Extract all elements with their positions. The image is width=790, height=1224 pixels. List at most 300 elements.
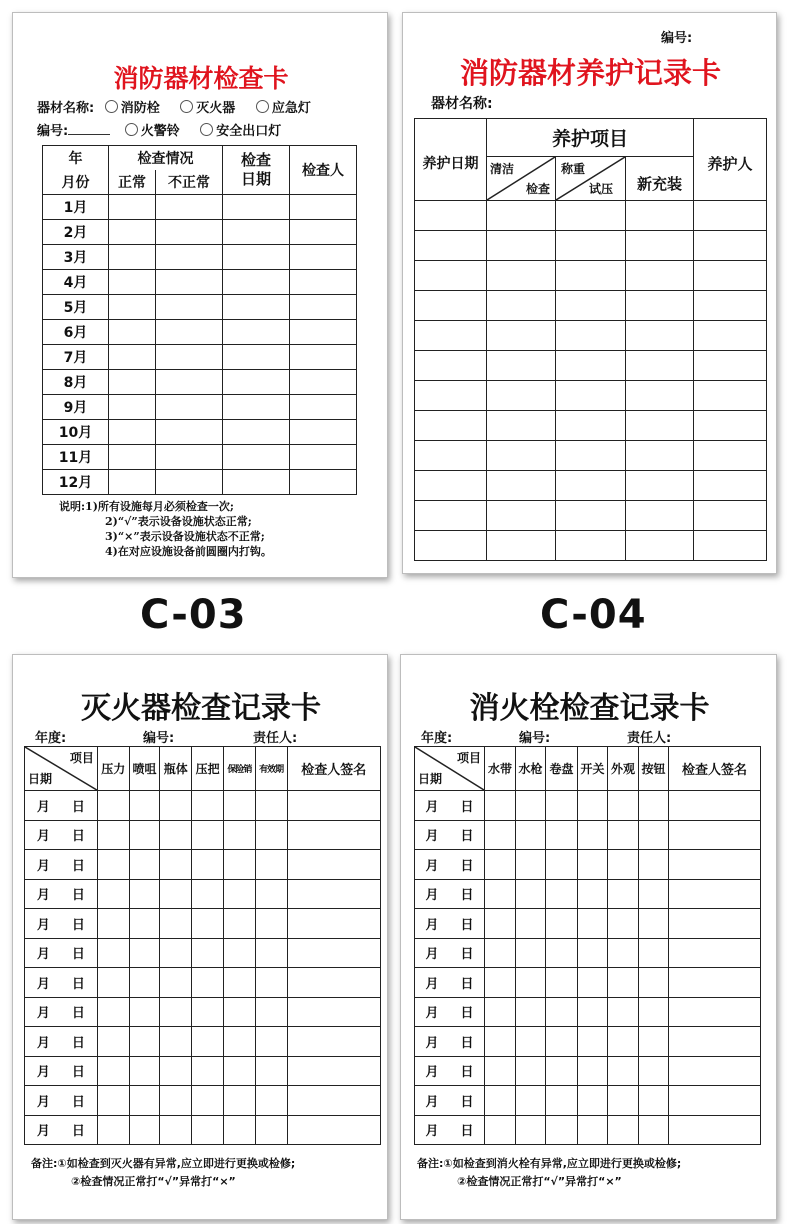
ext-date-cell[interactable] (25, 968, 98, 998)
hyd-entry-cell[interactable] (639, 938, 669, 968)
hyd-entry-cell[interactable] (485, 1027, 516, 1057)
ext-entry-cell[interactable] (255, 791, 287, 821)
ext-entry-cell[interactable] (160, 850, 192, 880)
c04-entry-cell[interactable] (487, 501, 556, 531)
c03-entry-cell[interactable] (109, 270, 156, 295)
hyd-entry-cell[interactable] (608, 1056, 639, 1086)
c04-entry-cell[interactable] (556, 351, 626, 381)
ext-entry-cell[interactable] (255, 1056, 287, 1086)
hyd-entry-cell[interactable] (639, 879, 669, 909)
ext-date-cell[interactable] (25, 938, 98, 968)
c03-number-blank[interactable] (68, 134, 110, 135)
hyd-entry-cell[interactable] (546, 1027, 578, 1057)
c03-entry-cell[interactable] (290, 420, 357, 445)
c04-entry-cell[interactable] (415, 441, 487, 471)
ext-entry-cell[interactable] (97, 879, 129, 909)
ext-date-cell[interactable] (25, 820, 98, 850)
c03-entry-cell[interactable] (156, 345, 223, 370)
hyd-entry-cell[interactable] (608, 879, 639, 909)
hyd-entry-cell[interactable] (546, 938, 578, 968)
hyd-entry-cell[interactable] (608, 820, 639, 850)
hyd-entry-cell[interactable] (516, 968, 546, 998)
hyd-entry-cell[interactable] (669, 820, 761, 850)
ext-entry-cell[interactable] (255, 1115, 287, 1145)
c04-entry-cell[interactable] (487, 261, 556, 291)
c03-entry-cell[interactable] (290, 470, 357, 495)
c04-entry-cell[interactable] (626, 321, 694, 351)
hyd-entry-cell[interactable] (578, 968, 608, 998)
c03-entry-cell[interactable] (109, 395, 156, 420)
ext-entry-cell[interactable] (287, 909, 380, 939)
hyd-entry-cell[interactable] (669, 791, 761, 821)
c04-entry-cell[interactable] (487, 231, 556, 261)
c04-entry-cell[interactable] (694, 531, 767, 561)
hyd-entry-cell[interactable] (516, 820, 546, 850)
c03-entry-cell[interactable] (109, 195, 156, 220)
hyd-entry-cell[interactable] (669, 1086, 761, 1116)
c04-entry-cell[interactable] (487, 201, 556, 231)
ext-entry-cell[interactable] (255, 938, 287, 968)
c03-entry-cell[interactable] (109, 320, 156, 345)
c03-entry-cell[interactable] (109, 445, 156, 470)
hyd-entry-cell[interactable] (639, 909, 669, 939)
hyd-date-cell[interactable] (415, 938, 485, 968)
c04-entry-cell[interactable] (694, 381, 767, 411)
hyd-entry-cell[interactable] (485, 997, 516, 1027)
c03-entry-cell[interactable] (156, 420, 223, 445)
ext-entry-cell[interactable] (192, 938, 224, 968)
c03-entry-cell[interactable] (156, 320, 223, 345)
hyd-entry-cell[interactable] (546, 1086, 578, 1116)
c03-entry-cell[interactable] (223, 420, 290, 445)
c03-option-circle-icon[interactable] (200, 123, 213, 136)
hyd-entry-cell[interactable] (516, 791, 546, 821)
hyd-entry-cell[interactable] (485, 820, 516, 850)
ext-entry-cell[interactable] (223, 879, 255, 909)
c03-entry-cell[interactable] (223, 270, 290, 295)
c03-entry-cell[interactable] (156, 270, 223, 295)
c03-entry-cell[interactable] (223, 345, 290, 370)
ext-entry-cell[interactable] (192, 1086, 224, 1116)
hyd-entry-cell[interactable] (546, 968, 578, 998)
ext-entry-cell[interactable] (129, 909, 160, 939)
ext-entry-cell[interactable] (255, 1086, 287, 1116)
hyd-entry-cell[interactable] (608, 909, 639, 939)
ext-entry-cell[interactable] (129, 938, 160, 968)
c04-entry-cell[interactable] (556, 441, 626, 471)
hyd-entry-cell[interactable] (578, 997, 608, 1027)
ext-entry-cell[interactable] (255, 1027, 287, 1057)
hyd-date-cell[interactable] (415, 909, 485, 939)
hyd-entry-cell[interactable] (639, 1086, 669, 1116)
ext-entry-cell[interactable] (160, 879, 192, 909)
ext-date-cell[interactable] (25, 997, 98, 1027)
hyd-entry-cell[interactable] (546, 1056, 578, 1086)
hyd-entry-cell[interactable] (578, 1027, 608, 1057)
ext-entry-cell[interactable] (287, 997, 380, 1027)
hyd-entry-cell[interactable] (485, 879, 516, 909)
c04-entry-cell[interactable] (415, 471, 487, 501)
ext-entry-cell[interactable] (97, 1086, 129, 1116)
ext-entry-cell[interactable] (192, 820, 224, 850)
ext-entry-cell[interactable] (223, 850, 255, 880)
c04-entry-cell[interactable] (487, 321, 556, 351)
ext-entry-cell[interactable] (223, 1027, 255, 1057)
c03-entry-cell[interactable] (156, 470, 223, 495)
c03-option-circle-icon[interactable] (105, 100, 118, 113)
ext-date-cell[interactable] (25, 1115, 98, 1145)
ext-entry-cell[interactable] (129, 1056, 160, 1086)
hyd-date-cell[interactable] (415, 791, 485, 821)
c04-entry-cell[interactable] (694, 501, 767, 531)
c04-entry-cell[interactable] (415, 501, 487, 531)
c04-entry-cell[interactable] (556, 321, 626, 351)
ext-entry-cell[interactable] (255, 879, 287, 909)
hyd-entry-cell[interactable] (578, 850, 608, 880)
hyd-entry-cell[interactable] (608, 1027, 639, 1057)
c03-entry-cell[interactable] (109, 470, 156, 495)
hyd-entry-cell[interactable] (516, 909, 546, 939)
c04-entry-cell[interactable] (556, 411, 626, 441)
hyd-entry-cell[interactable] (578, 820, 608, 850)
ext-entry-cell[interactable] (255, 997, 287, 1027)
hyd-entry-cell[interactable] (485, 1056, 516, 1086)
ext-entry-cell[interactable] (129, 820, 160, 850)
hyd-entry-cell[interactable] (608, 791, 639, 821)
c03-entry-cell[interactable] (290, 370, 357, 395)
c04-entry-cell[interactable] (626, 531, 694, 561)
c04-entry-cell[interactable] (415, 291, 487, 321)
hyd-entry-cell[interactable] (669, 938, 761, 968)
ext-entry-cell[interactable] (129, 1027, 160, 1057)
ext-entry-cell[interactable] (287, 1056, 380, 1086)
hyd-date-cell[interactable] (415, 1056, 485, 1086)
hyd-entry-cell[interactable] (546, 791, 578, 821)
ext-entry-cell[interactable] (192, 997, 224, 1027)
c03-entry-cell[interactable] (156, 395, 223, 420)
ext-entry-cell[interactable] (223, 791, 255, 821)
ext-entry-cell[interactable] (192, 1056, 224, 1086)
c03-entry-cell[interactable] (290, 270, 357, 295)
c03-entry-cell[interactable] (290, 245, 357, 270)
c03-entry-cell[interactable] (290, 220, 357, 245)
c03-entry-cell[interactable] (290, 295, 357, 320)
ext-entry-cell[interactable] (287, 968, 380, 998)
ext-entry-cell[interactable] (287, 879, 380, 909)
ext-entry-cell[interactable] (255, 850, 287, 880)
c03-entry-cell[interactable] (290, 395, 357, 420)
c03-entry-cell[interactable] (109, 220, 156, 245)
hyd-date-cell[interactable] (415, 968, 485, 998)
c04-entry-cell[interactable] (556, 201, 626, 231)
hyd-entry-cell[interactable] (578, 791, 608, 821)
ext-entry-cell[interactable] (255, 968, 287, 998)
c04-entry-cell[interactable] (556, 471, 626, 501)
hyd-entry-cell[interactable] (669, 879, 761, 909)
hyd-entry-cell[interactable] (639, 968, 669, 998)
ext-entry-cell[interactable] (129, 879, 160, 909)
c03-entry-cell[interactable] (290, 195, 357, 220)
c04-entry-cell[interactable] (415, 321, 487, 351)
c03-entry-cell[interactable] (109, 420, 156, 445)
c04-entry-cell[interactable] (556, 261, 626, 291)
c04-entry-cell[interactable] (487, 441, 556, 471)
c04-entry-cell[interactable] (626, 201, 694, 231)
c04-entry-cell[interactable] (626, 411, 694, 441)
ext-entry-cell[interactable] (129, 1086, 160, 1116)
c04-entry-cell[interactable] (694, 291, 767, 321)
ext-entry-cell[interactable] (160, 968, 192, 998)
hyd-entry-cell[interactable] (669, 997, 761, 1027)
hyd-date-cell[interactable] (415, 820, 485, 850)
ext-date-cell[interactable] (25, 1086, 98, 1116)
hyd-date-cell[interactable] (415, 1027, 485, 1057)
ext-entry-cell[interactable] (129, 968, 160, 998)
ext-entry-cell[interactable] (287, 820, 380, 850)
hyd-entry-cell[interactable] (608, 938, 639, 968)
c04-entry-cell[interactable] (694, 261, 767, 291)
hyd-entry-cell[interactable] (608, 1115, 639, 1145)
c03-entry-cell[interactable] (223, 295, 290, 320)
c04-entry-cell[interactable] (626, 261, 694, 291)
hyd-entry-cell[interactable] (639, 1056, 669, 1086)
hyd-entry-cell[interactable] (608, 968, 639, 998)
hyd-entry-cell[interactable] (639, 850, 669, 880)
ext-entry-cell[interactable] (223, 968, 255, 998)
c04-entry-cell[interactable] (626, 291, 694, 321)
hyd-entry-cell[interactable] (669, 909, 761, 939)
hyd-entry-cell[interactable] (546, 997, 578, 1027)
hyd-entry-cell[interactable] (639, 820, 669, 850)
ext-entry-cell[interactable] (223, 820, 255, 850)
c04-entry-cell[interactable] (626, 381, 694, 411)
c04-entry-cell[interactable] (556, 381, 626, 411)
hyd-entry-cell[interactable] (516, 1115, 546, 1145)
hyd-entry-cell[interactable] (578, 1115, 608, 1145)
c04-entry-cell[interactable] (487, 411, 556, 441)
c04-entry-cell[interactable] (415, 261, 487, 291)
hyd-entry-cell[interactable] (578, 909, 608, 939)
ext-entry-cell[interactable] (160, 909, 192, 939)
hyd-entry-cell[interactable] (516, 997, 546, 1027)
c03-entry-cell[interactable] (223, 445, 290, 470)
c03-entry-cell[interactable] (156, 445, 223, 470)
hyd-date-cell[interactable] (415, 879, 485, 909)
c03-option-circle-icon[interactable] (180, 100, 193, 113)
ext-entry-cell[interactable] (223, 1056, 255, 1086)
c04-entry-cell[interactable] (626, 231, 694, 261)
ext-entry-cell[interactable] (129, 997, 160, 1027)
hyd-entry-cell[interactable] (669, 1115, 761, 1145)
c03-entry-cell[interactable] (156, 195, 223, 220)
hyd-entry-cell[interactable] (639, 997, 669, 1027)
c03-entry-cell[interactable] (156, 295, 223, 320)
c03-entry-cell[interactable] (223, 245, 290, 270)
c03-entry-cell[interactable] (109, 245, 156, 270)
ext-date-cell[interactable] (25, 879, 98, 909)
hyd-entry-cell[interactable] (516, 850, 546, 880)
ext-entry-cell[interactable] (223, 909, 255, 939)
ext-entry-cell[interactable] (129, 791, 160, 821)
hyd-entry-cell[interactable] (639, 1115, 669, 1145)
ext-entry-cell[interactable] (97, 1027, 129, 1057)
c04-entry-cell[interactable] (694, 321, 767, 351)
ext-entry-cell[interactable] (223, 1115, 255, 1145)
hyd-entry-cell[interactable] (546, 820, 578, 850)
c03-entry-cell[interactable] (109, 370, 156, 395)
hyd-entry-cell[interactable] (485, 909, 516, 939)
ext-entry-cell[interactable] (97, 1115, 129, 1145)
c03-entry-cell[interactable] (223, 320, 290, 345)
c04-entry-cell[interactable] (694, 441, 767, 471)
c04-entry-cell[interactable] (626, 351, 694, 381)
c04-entry-cell[interactable] (415, 201, 487, 231)
c04-entry-cell[interactable] (694, 231, 767, 261)
hyd-entry-cell[interactable] (516, 1056, 546, 1086)
c04-entry-cell[interactable] (487, 531, 556, 561)
ext-entry-cell[interactable] (97, 850, 129, 880)
ext-entry-cell[interactable] (97, 968, 129, 998)
hyd-entry-cell[interactable] (669, 1027, 761, 1057)
c03-option-circle-icon[interactable] (256, 100, 269, 113)
ext-entry-cell[interactable] (223, 997, 255, 1027)
ext-date-cell[interactable] (25, 1056, 98, 1086)
ext-entry-cell[interactable] (192, 879, 224, 909)
ext-entry-cell[interactable] (192, 968, 224, 998)
hyd-entry-cell[interactable] (578, 879, 608, 909)
hyd-entry-cell[interactable] (485, 968, 516, 998)
hyd-entry-cell[interactable] (608, 997, 639, 1027)
hyd-entry-cell[interactable] (669, 850, 761, 880)
ext-date-cell[interactable] (25, 1027, 98, 1057)
ext-entry-cell[interactable] (97, 1056, 129, 1086)
c04-entry-cell[interactable] (487, 471, 556, 501)
ext-entry-cell[interactable] (160, 997, 192, 1027)
hyd-entry-cell[interactable] (639, 791, 669, 821)
hyd-entry-cell[interactable] (578, 938, 608, 968)
hyd-entry-cell[interactable] (485, 938, 516, 968)
c03-entry-cell[interactable] (223, 220, 290, 245)
ext-entry-cell[interactable] (129, 1115, 160, 1145)
ext-entry-cell[interactable] (255, 820, 287, 850)
ext-date-cell[interactable] (25, 850, 98, 880)
hyd-entry-cell[interactable] (485, 850, 516, 880)
ext-date-cell[interactable] (25, 791, 98, 821)
hyd-entry-cell[interactable] (669, 968, 761, 998)
c04-entry-cell[interactable] (626, 441, 694, 471)
ext-entry-cell[interactable] (287, 791, 380, 821)
hyd-date-cell[interactable] (415, 1086, 485, 1116)
ext-entry-cell[interactable] (160, 1086, 192, 1116)
c03-entry-cell[interactable] (223, 195, 290, 220)
ext-entry-cell[interactable] (192, 850, 224, 880)
hyd-entry-cell[interactable] (516, 1027, 546, 1057)
hyd-entry-cell[interactable] (485, 1115, 516, 1145)
ext-entry-cell[interactable] (255, 909, 287, 939)
hyd-entry-cell[interactable] (516, 1086, 546, 1116)
c03-entry-cell[interactable] (223, 370, 290, 395)
ext-entry-cell[interactable] (223, 938, 255, 968)
ext-entry-cell[interactable] (192, 1027, 224, 1057)
hyd-entry-cell[interactable] (546, 850, 578, 880)
c04-entry-cell[interactable] (487, 351, 556, 381)
c03-entry-cell[interactable] (156, 370, 223, 395)
hyd-entry-cell[interactable] (516, 879, 546, 909)
ext-entry-cell[interactable] (160, 820, 192, 850)
ext-entry-cell[interactable] (192, 791, 224, 821)
c03-entry-cell[interactable] (290, 345, 357, 370)
ext-entry-cell[interactable] (97, 997, 129, 1027)
hyd-entry-cell[interactable] (669, 1056, 761, 1086)
c04-entry-cell[interactable] (694, 201, 767, 231)
ext-entry-cell[interactable] (160, 1115, 192, 1145)
hyd-entry-cell[interactable] (608, 850, 639, 880)
c04-entry-cell[interactable] (556, 501, 626, 531)
ext-entry-cell[interactable] (287, 1086, 380, 1116)
hyd-entry-cell[interactable] (639, 1027, 669, 1057)
c03-entry-cell[interactable] (109, 295, 156, 320)
ext-entry-cell[interactable] (160, 791, 192, 821)
c04-entry-cell[interactable] (694, 351, 767, 381)
c04-entry-cell[interactable] (556, 531, 626, 561)
ext-entry-cell[interactable] (97, 938, 129, 968)
hyd-date-cell[interactable] (415, 1115, 485, 1145)
c04-entry-cell[interactable] (487, 291, 556, 321)
c04-entry-cell[interactable] (694, 471, 767, 501)
ext-entry-cell[interactable] (160, 938, 192, 968)
ext-entry-cell[interactable] (223, 1086, 255, 1116)
hyd-entry-cell[interactable] (608, 1086, 639, 1116)
c03-entry-cell[interactable] (290, 320, 357, 345)
c04-entry-cell[interactable] (415, 411, 487, 441)
c04-entry-cell[interactable] (626, 471, 694, 501)
ext-entry-cell[interactable] (129, 850, 160, 880)
c03-entry-cell[interactable] (156, 245, 223, 270)
c04-entry-cell[interactable] (415, 351, 487, 381)
c04-entry-cell[interactable] (556, 291, 626, 321)
hyd-date-cell[interactable] (415, 997, 485, 1027)
c03-entry-cell[interactable] (109, 345, 156, 370)
ext-entry-cell[interactable] (287, 850, 380, 880)
ext-entry-cell[interactable] (192, 909, 224, 939)
c04-entry-cell[interactable] (415, 381, 487, 411)
ext-entry-cell[interactable] (97, 909, 129, 939)
c03-option-circle-icon[interactable] (125, 123, 138, 136)
hyd-date-cell[interactable] (415, 850, 485, 880)
ext-entry-cell[interactable] (287, 1027, 380, 1057)
hyd-entry-cell[interactable] (485, 1086, 516, 1116)
hyd-entry-cell[interactable] (485, 791, 516, 821)
c03-entry-cell[interactable] (223, 395, 290, 420)
hyd-entry-cell[interactable] (578, 1056, 608, 1086)
c04-entry-cell[interactable] (626, 501, 694, 531)
c04-entry-cell[interactable] (415, 231, 487, 261)
ext-entry-cell[interactable] (192, 1115, 224, 1145)
hyd-entry-cell[interactable] (546, 909, 578, 939)
c03-entry-cell[interactable] (156, 220, 223, 245)
ext-date-cell[interactable] (25, 909, 98, 939)
c04-entry-cell[interactable] (487, 381, 556, 411)
c04-entry-cell[interactable] (556, 231, 626, 261)
c03-entry-cell[interactable] (223, 470, 290, 495)
ext-entry-cell[interactable] (287, 1115, 380, 1145)
ext-entry-cell[interactable] (160, 1056, 192, 1086)
c04-entry-cell[interactable] (415, 531, 487, 561)
hyd-entry-cell[interactable] (546, 1115, 578, 1145)
ext-entry-cell[interactable] (97, 791, 129, 821)
hyd-entry-cell[interactable] (578, 1086, 608, 1116)
ext-entry-cell[interactable] (97, 820, 129, 850)
